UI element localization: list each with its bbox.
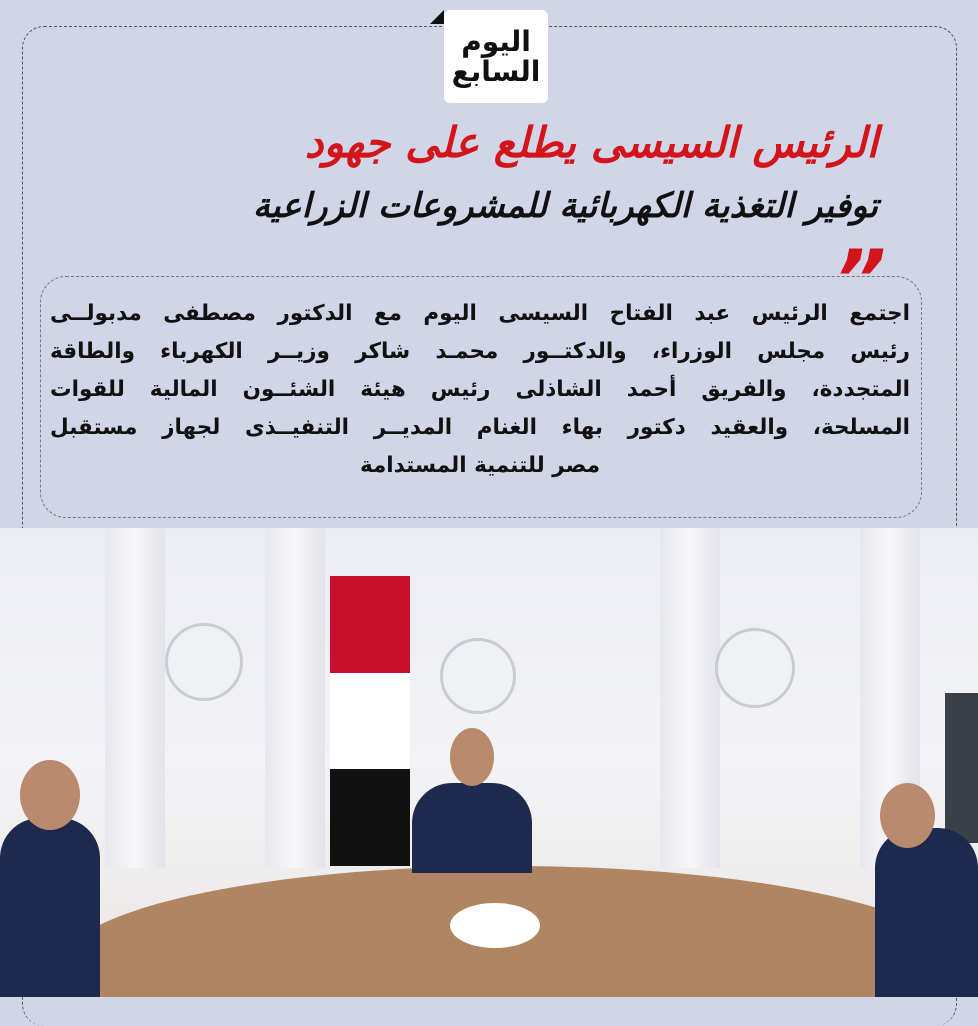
person-center (412, 783, 532, 873)
corner-triangle (430, 10, 444, 24)
youm7-logo (444, 10, 548, 103)
quote-line: اجتمع الرئيس عبد الفتاح السيسى اليوم مع الدكتور مصطفى مدبولــى (50, 301, 910, 326)
quote-mark-icon: ” (834, 233, 886, 326)
wall-emblem (165, 623, 243, 701)
flower-centerpiece (450, 903, 540, 948)
quote-line: المسلحة، والعقيد دكتور بهاء الغنام المديــر التنفيــذى لجهاز مستقبل (50, 415, 910, 440)
quote-line: المتجددة، والفريق أحمد الشاذلى رئيس هيئة الشئــون المالية للقوات (50, 377, 910, 402)
quote-line: رئيس مجلس الوزراء، والدكتــور محمـد شاكر وزيــر الكهرباء والطاقة (50, 339, 910, 364)
person-head (450, 728, 494, 786)
logo-line1: اليوم (461, 24, 531, 58)
wall-emblem (715, 628, 795, 708)
wall-pillar (105, 528, 165, 868)
screen (945, 693, 978, 843)
meeting-photo (0, 528, 978, 997)
wall-pillar (660, 528, 720, 868)
egypt-flag (330, 576, 410, 866)
person-head (880, 783, 935, 848)
logo-line2: السابع (451, 54, 541, 88)
quote-text (50, 295, 910, 485)
person-head (20, 760, 80, 830)
person-left (0, 818, 100, 997)
wall-pillar (265, 528, 325, 868)
egypt-emblem (440, 638, 516, 714)
person-right (875, 828, 978, 997)
quote-line: مصر للتنمية المستدامة (359, 453, 601, 478)
headline-line2: توفير التغذية الكهربائية للمشروعات الزراعية (252, 186, 878, 226)
headline-line1: الرئيس السيسى يطلع على جهود (304, 118, 878, 167)
